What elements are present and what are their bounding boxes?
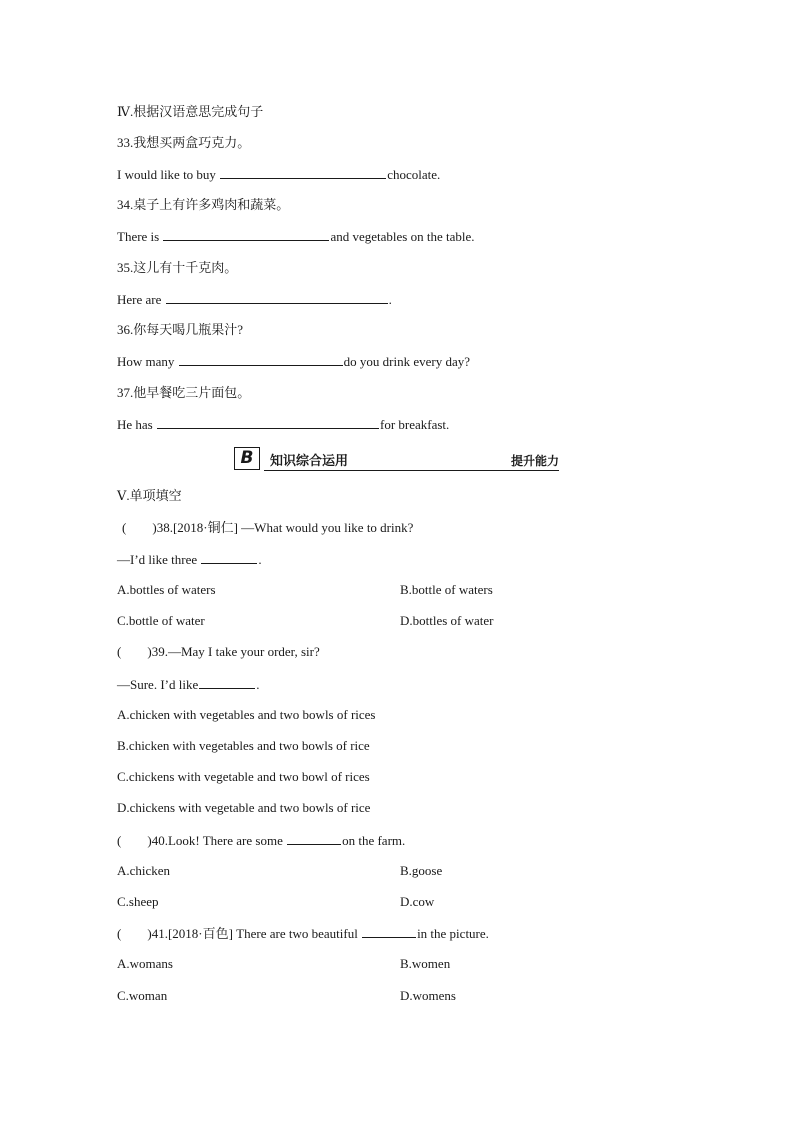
- q38-option-d[interactable]: D.bottles of water: [400, 613, 494, 628]
- banner-right-label: 提升能力: [510, 454, 559, 468]
- q39-stem-line: [117, 644, 320, 660]
- q33-blank[interactable]: [220, 166, 386, 179]
- q33-chinese: 33.我想买两盒巧克力。: [117, 135, 251, 150]
- q39-stem: 39.—May I take your order, sir?: [151, 644, 320, 659]
- q36-pre: How many: [117, 354, 178, 369]
- q41-option-d[interactable]: D.womens: [400, 988, 456, 1003]
- q41-stem-post: in the picture.: [417, 926, 489, 941]
- banner-title: 知识综合运用: [270, 454, 349, 469]
- q33-post: chocolate.: [387, 167, 441, 182]
- q38-stem: 38.[2018·铜仁] —What would you like to drink?: [156, 520, 414, 535]
- q38-line2-post: .: [258, 552, 262, 567]
- q39-answer-open: (: [117, 644, 122, 659]
- q35-post: .: [388, 292, 392, 307]
- q40-stem-pre: 40.Look! There are some: [151, 833, 287, 848]
- q36-chinese: 36.你每天喝几瓶果汁?: [117, 322, 244, 337]
- q33-english: [117, 166, 440, 183]
- q38-line2: [117, 551, 262, 568]
- q40-stem-post: on the farm.: [342, 833, 406, 848]
- q39-blank[interactable]: [199, 676, 255, 689]
- q38-line2-pre: —I’d like three: [117, 552, 201, 567]
- q40-answer-close: ): [147, 833, 152, 848]
- q34-pre: There is: [117, 229, 163, 244]
- q34-post: and vegetables on the table.: [330, 229, 475, 244]
- q39-line2: [117, 676, 259, 693]
- q40-option-c[interactable]: C.sheep: [117, 894, 159, 909]
- q34-english: [117, 228, 475, 245]
- q35-english: [117, 291, 392, 308]
- q41-answer-close: ): [147, 926, 152, 941]
- q35-chinese: 35.这儿有十千克肉。: [117, 260, 238, 275]
- q41-answer-open: (: [117, 926, 122, 941]
- q40-stem-line: [117, 832, 405, 849]
- q39-option-b[interactable]: B.chicken with vegetables and two bowls of rice: [117, 738, 370, 753]
- q37-english: [117, 416, 449, 433]
- banner-logo-icon: B: [234, 447, 260, 470]
- q38-blank[interactable]: [201, 551, 257, 564]
- q40-option-a[interactable]: A.chicken: [117, 863, 171, 878]
- q41-blank[interactable]: [362, 925, 416, 938]
- section-5-heading: Ⅴ.单项填空: [117, 488, 182, 503]
- q35-pre: Here are: [117, 292, 165, 307]
- q39-option-d[interactable]: D.chickens with vegetable and two bowls of rice: [117, 800, 371, 815]
- q34-chinese: 34.桌子上有许多鸡肉和蔬菜。: [117, 197, 290, 212]
- q38-stem-line: [122, 520, 413, 536]
- q41-stem-pre: 41.[2018·百色] There are two beautiful: [151, 926, 362, 941]
- q37-post: for breakfast.: [380, 417, 450, 432]
- q39-line2-pre: —Sure. I’d like: [117, 677, 199, 692]
- q40-answer-open: (: [117, 833, 122, 848]
- q41-option-a[interactable]: A.womans: [117, 956, 173, 971]
- q39-option-c[interactable]: C.chickens with vegetable and two bowl of rices: [117, 769, 370, 784]
- q38-option-c[interactable]: C.bottle of water: [117, 613, 205, 628]
- q35-blank[interactable]: [166, 291, 388, 304]
- q40-option-b[interactable]: B.goose: [400, 863, 443, 878]
- q41-option-c[interactable]: C.woman: [117, 988, 168, 1003]
- q38-answer-open: (: [122, 520, 127, 535]
- q39-answer-close: ): [147, 644, 152, 659]
- section-banner: [234, 446, 559, 472]
- q37-chinese: 37.他早餐吃三片面包。: [117, 385, 251, 400]
- q33-pre: I would like to buy: [117, 167, 220, 182]
- q34-blank[interactable]: [163, 228, 329, 241]
- q36-blank[interactable]: [179, 353, 343, 366]
- q39-option-a[interactable]: A.chicken with vegetables and two bowls of rices: [117, 707, 376, 722]
- q38-option-b[interactable]: B.bottle of waters: [400, 582, 493, 597]
- q40-blank[interactable]: [287, 832, 341, 845]
- q37-blank[interactable]: [157, 416, 379, 429]
- q36-english: [117, 353, 470, 370]
- q41-option-b[interactable]: B.women: [400, 956, 451, 971]
- q37-pre: He has: [117, 417, 156, 432]
- q38-answer-close: ): [152, 520, 157, 535]
- q40-option-d[interactable]: D.cow: [400, 894, 435, 909]
- q41-stem-line: [117, 925, 489, 942]
- q39-line2-post: .: [256, 677, 260, 692]
- banner-rule: [264, 470, 559, 471]
- section-4-heading: Ⅳ.根据汉语意思完成句子: [117, 104, 264, 119]
- q38-option-a[interactable]: A.bottles of waters: [117, 582, 216, 597]
- q36-post: do you drink every day?: [343, 354, 471, 369]
